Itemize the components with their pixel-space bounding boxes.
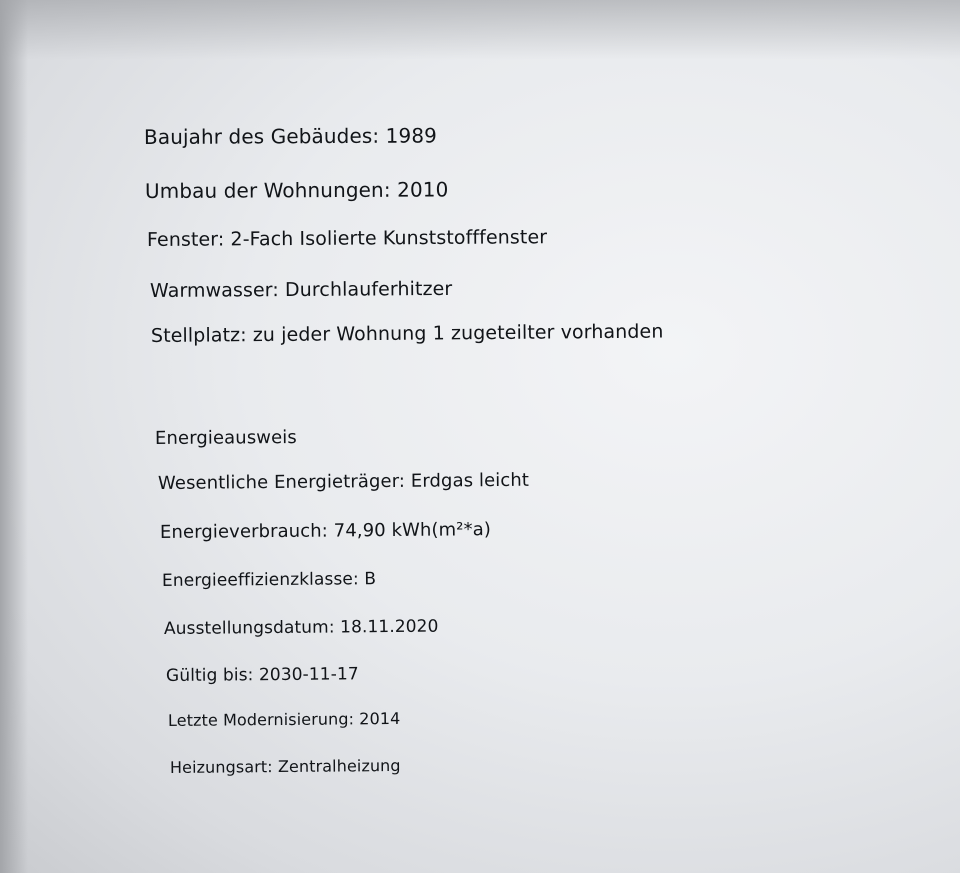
- gueltig-bis-text: Gültig bis: 2030-11-17: [165, 664, 359, 686]
- baujahr-text: Baujahr des Gebäudes: 1989: [143, 123, 438, 149]
- energietraeger-text: Wesentliche Energieträger: Erdgas leicht: [157, 469, 530, 494]
- umbau-text: Umbau der Wohnungen: 2010: [144, 177, 449, 203]
- ausstellungsdatum-text: Ausstellungsdatum: 18.11.2020: [163, 616, 439, 639]
- heizungsart-text: Heizungsart: Zentralheizung: [169, 755, 401, 777]
- top-shadow: [0, 0, 960, 60]
- effizienzklasse-text: Energieeffizienzklasse: B: [161, 569, 377, 591]
- energieverbrauch-text: Energieverbrauch: 74,90 kWh(m²*a): [159, 519, 492, 543]
- modernisierung-text: Letzte Modernisierung: 2014: [167, 708, 401, 730]
- fenster-text: Fenster: 2-Fach Isolierte Kunststofffenster: [146, 226, 548, 251]
- left-edge-shadow: [0, 0, 28, 873]
- energieausweis-heading: Energieausweis: [154, 427, 297, 449]
- stellplatz-text: Stellplatz: zu jeder Wohnung 1 zugeteilter vorhanden: [150, 320, 664, 347]
- warmwasser-text: Warmwasser: Durchlauferhitzer: [149, 277, 453, 302]
